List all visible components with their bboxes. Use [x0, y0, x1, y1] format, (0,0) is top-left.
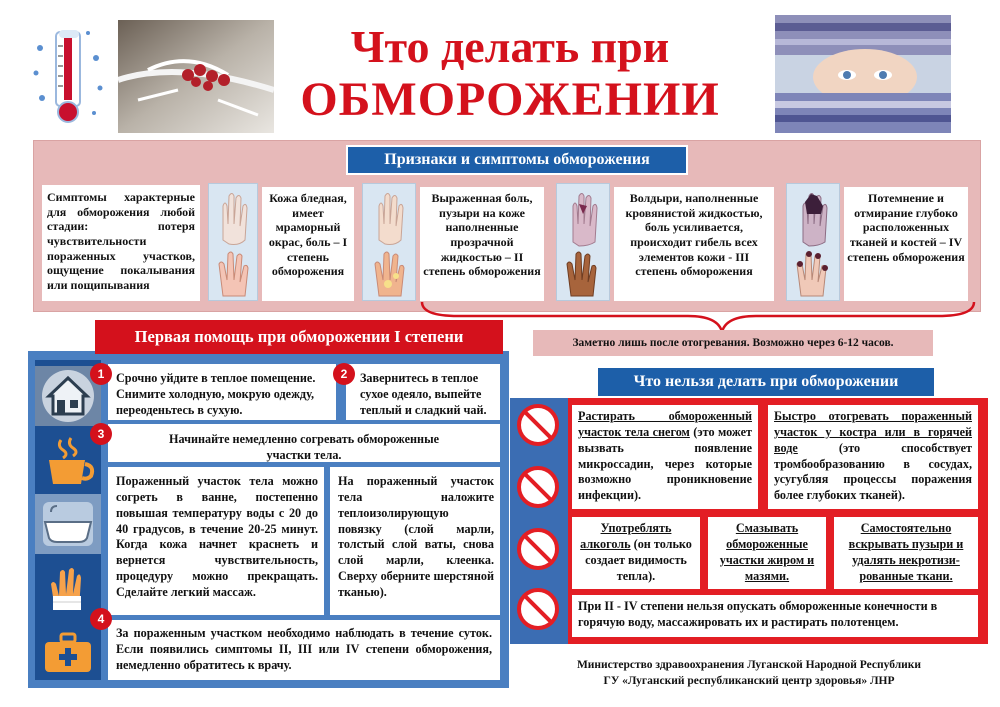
blistered-hand-image: [362, 183, 416, 301]
degree-1-card: Кожа бледная, имеет мраморный окрас, боль – I степень обморожения: [262, 187, 354, 301]
dont-heat-fast-box: [768, 405, 978, 509]
step-3-number: 3: [90, 423, 112, 445]
thermometer-icon: [28, 18, 108, 128]
bandage-box: На пораженный участок тела наложите теплоизолирующую повязку (слой марли, толстый слой ваты, снова слой марли, клеенка. Сверху оберните шерстяной тканью).: [330, 467, 500, 615]
first-aid-icon-column: [35, 360, 101, 680]
step-3-box: [108, 424, 500, 462]
step-4-text: За пораженным участком необходимо наблюдать в течение суток. Если появились симптомы II, III или IV степени обморожения, немедленно обратитесь к врачу.: [116, 626, 492, 672]
donts-icon-column: [510, 398, 568, 644]
necrotic-hand-image: [786, 183, 840, 301]
degree-2-card: Выраженная боль, пузыри на коже наполненные прозрачной жидкостью – II степень обморожения: [420, 187, 544, 301]
pale-hand-image: [208, 183, 258, 301]
symptoms-note: Заметно лишь после отогревания. Возможно через 6-12 часов.: [533, 330, 933, 356]
step-4-number: 4: [90, 608, 112, 630]
symptoms-intro-card: Симптомы характерные для обморожения любой стадии: потеря чувствительности пораженных участков, ощущение покалывания или пощипывания: [42, 185, 200, 301]
step-1-box: [108, 364, 336, 420]
dont-heat-fast-emph: Быстро отогревать пораженный участок у костра или в горячей воде: [774, 409, 972, 455]
no-fire-icon: [517, 466, 559, 508]
step-1-text: Срочно уйдите в теплое помещение. Снимите холодную, мокрую одежду, переоденьтесь в сухую.: [116, 371, 316, 417]
donts-heading: Что нельзя делать при обморожении: [596, 366, 936, 398]
step-3-text: Начинайте немедленно согревать обмороженные участки тела.: [168, 432, 439, 462]
dont-heat-fast-rest: (это способствует тромбообразованию в сосудах, усугубляя процессы поражения более глубоких тканей).: [774, 440, 972, 503]
bathtub-icon: [35, 494, 101, 554]
dont-blisters-box: Самостоятельно вскрывать пузыри и удалять некротизи-рованные ткани.: [834, 517, 978, 589]
page-title: [290, 21, 730, 126]
step-2-box: [346, 364, 500, 420]
degree-4-card: Потемнение и отмирание глубоко расположенных тканей и костей – IV степень обморожения: [844, 187, 968, 301]
dont-rub-snow-emph: Растирать обмороженный участок тела снегом: [578, 409, 752, 439]
dont-rub-snow-box: [572, 405, 758, 509]
footer-ministry: Министерство здравоохранения Луганской Народной Республики: [576, 659, 922, 671]
bruised-hand-image: [556, 183, 610, 301]
step-1-number: 1: [90, 363, 112, 385]
symptoms-heading: Признаки и симптомы обморожения: [346, 145, 688, 175]
step-4-box: [108, 620, 500, 680]
first-aid-heading: Первая помощь при обморожении I степени: [95, 320, 503, 354]
dont-alcohol-rest: (он только создает видимость тепла).: [585, 536, 692, 583]
no-alcohol-icon: [517, 528, 559, 570]
warm-bath-box: Пораженный участок тела можно согреть в ванне, постепенно повышая температуру воды с 20 до 40 градусов, в течение 20-25 минут. Когда кожа начнет краснеть и вернется чувствительность, процедуру можно прекращать. Сделайте легкий массаж.: [108, 467, 324, 615]
footer: [510, 658, 988, 689]
first-aid-kit-icon: [35, 620, 101, 680]
frozen-berries-photo: [118, 20, 274, 133]
bandaged-hand-icon: [35, 558, 101, 618]
dont-alcohol-box: [572, 517, 700, 589]
no-ointment-icon: [517, 588, 559, 630]
no-snow-rubbing-icon: [517, 404, 559, 446]
title-line-1: Что делать при: [350, 21, 670, 72]
degree-3-card: Волдыри, наполненные кровянистой жидкостью, боль усиливается, происходит гибель всех элементов кожи - III степень обморожения: [614, 187, 774, 301]
title-line-2: ОБМОРОЖЕНИИ: [300, 73, 720, 126]
footer-center: ГУ «Луганский республиканский центр здоровья» ЛНР: [603, 674, 895, 687]
step-2-number: 2: [333, 363, 355, 385]
dont-hot-water-box: При II - IV степени нельзя опускать обмороженные конечности в горячую воду, массажировать их и растирать полотенцем.: [572, 595, 978, 637]
dont-grease-box: Смазывать обмороженные участки жиром и мазями.: [708, 517, 826, 589]
woman-in-scarf-photo: [775, 15, 951, 133]
dont-alcohol-emph: Употреблять алкоголь: [580, 521, 672, 551]
dont-rub-snow-rest: (это может вызвать появление микроссадин, через которые возможно проникновение инфекции).: [578, 424, 752, 503]
step-2-text: Завернитесь в теплое сухое одеяло, выпейте теплый и сладкий чай.: [360, 371, 487, 417]
